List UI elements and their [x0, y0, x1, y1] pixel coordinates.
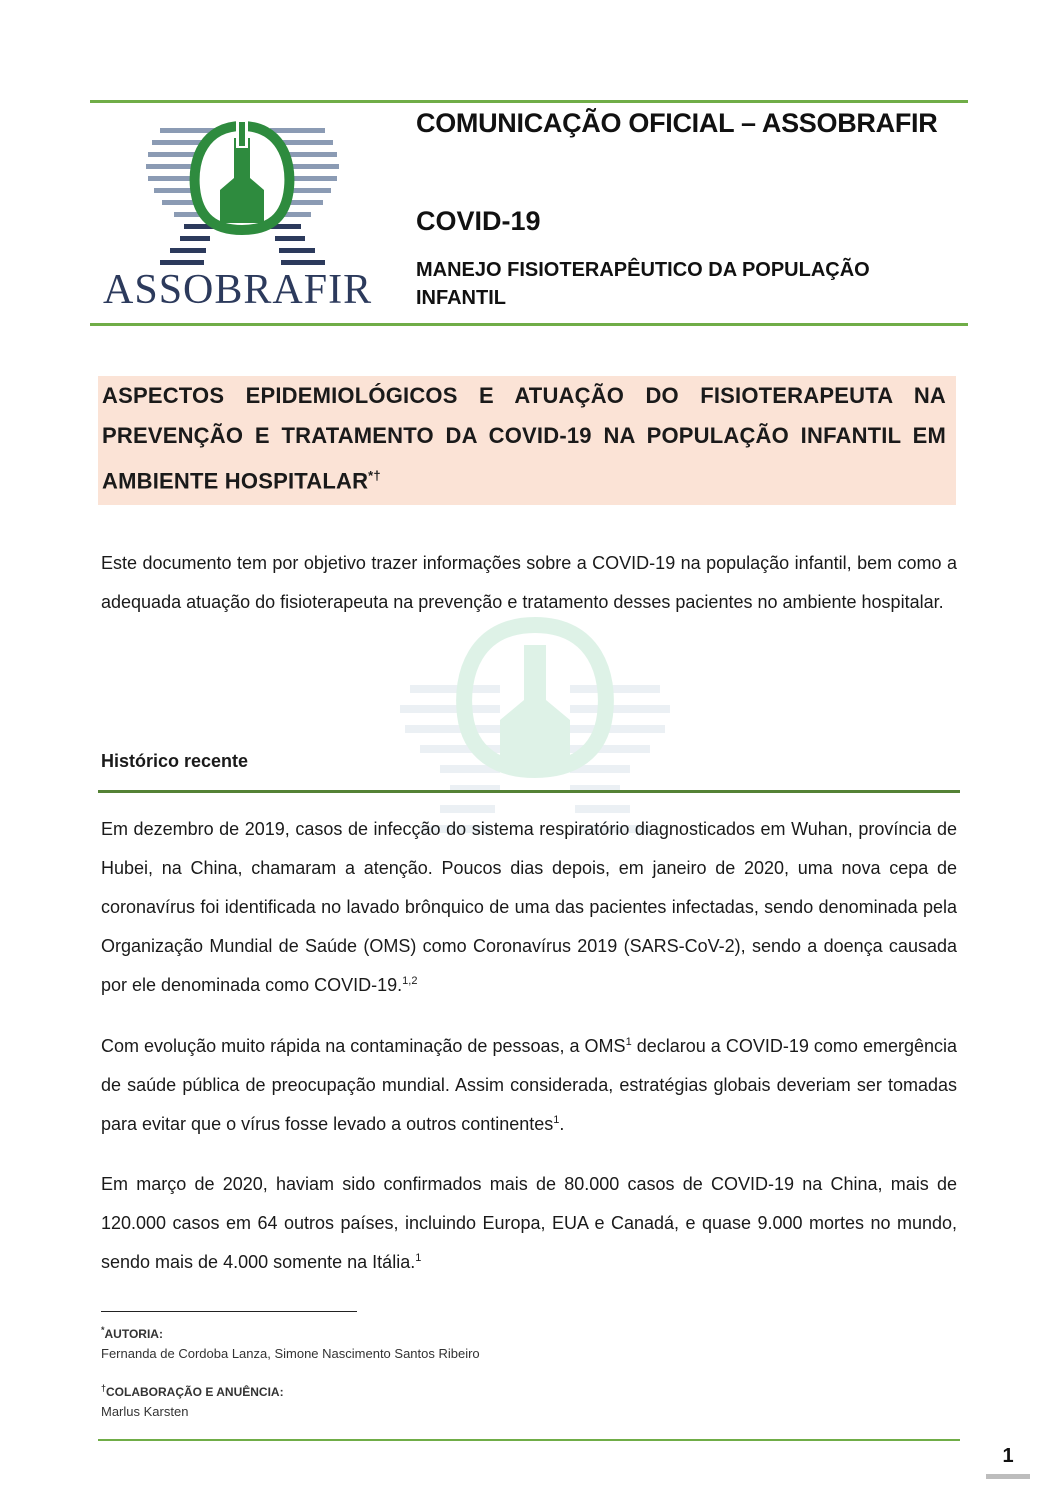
citation: 1: [553, 1114, 560, 1126]
paragraph-1-text: Em dezembro de 2019, casos de infecção do sistema respiratório diagnosticados em Wuhan, província de Hubei, na China, chamaram a atenção. Poucos dias depois, em janeiro de 2020, uma nova cepa de coronavírus foi identificada no lavado brônquico de uma das pacientes infectadas, sendo denominada pela Organização Mundial de Saúde (OMS) como Coronavírus 2019 (SARS-CoV-2), sendo a doença causada por ele denominada como COVID-19.: [101, 819, 957, 995]
footnote-authors-label: *AUTORIA:: [101, 1325, 163, 1341]
intro-paragraph: Este documento tem por objetivo trazer informações sobre a COVID-19 na população infantil, bem como a adequada atuação do fisioterapeuta na prevenção e tratamento desses pacientes no ambiente hospitalar.: [101, 553, 957, 612]
main-title-text: ASPECTOS EPIDEMIOLÓGICOS E ATUAÇÃO DO FISIOTERAPEUTA NA PREVENÇÃO E TRATAMENTO DA COVID-19 NA POPULAÇÃO INFANTIL EM AMBIENTE HOSPITALAR: [102, 383, 946, 494]
paragraph-2-text-c: .: [559, 1114, 565, 1134]
logo-wordmark: ASSOBRAFIR: [103, 267, 373, 313]
section-rule: [98, 790, 960, 793]
paragraph-2: [101, 1027, 957, 1144]
paragraph-3: [101, 1165, 957, 1282]
document-topic: COVID-19: [416, 206, 541, 236]
page-number: 1: [1002, 1445, 1014, 1467]
section-title: Histórico recente: [101, 751, 249, 771]
citation: 1: [415, 1252, 422, 1264]
document-subtitle: MANEJO FISIOTERAPÊUTICO DA POPULAÇÃO INFANTIL: [416, 259, 870, 309]
footnote-separator: [101, 1311, 357, 1312]
header-bottom-rule: [90, 323, 968, 326]
citation: 1: [625, 1036, 632, 1048]
main-title: [98, 376, 956, 505]
paragraph-3-text: Em março de 2020, haviam sido confirmados mais de 80.000 casos de COVID-19 na China, mais de 120.000 casos em 64 outros países, incluindo Europa, EUA e Canadá, e quase 9.000 mortes no mundo, sendo mais de 4.000 somente na Itália.: [101, 1174, 957, 1272]
footer-rule: [98, 1439, 960, 1441]
citation: 1,2: [402, 975, 418, 987]
page-number-bar: [986, 1474, 1030, 1479]
footnote-collab-label: †COLABORAÇÃO E ANUÊNCIA:: [101, 1383, 284, 1399]
footnote-authors: Fernanda de Cordoba Lanza, Simone Nascimento Santos Ribeiro: [101, 1346, 480, 1361]
paragraph-1: [101, 810, 957, 1005]
main-title-footnote-marks: *†: [368, 468, 381, 483]
document-title: COMUNICAÇÃO OFICIAL – ASSOBRAFIR: [416, 108, 938, 138]
footnote-collab: Marlus Karsten: [101, 1404, 189, 1419]
paragraph-2-text-b: declarou a COVID-19 como emergência de saúde pública de preocupação mundial. Assim considerada, estratégias globais deveriam ser tomadas para evitar que o vírus fosse levado a outros continentes: [101, 1036, 957, 1134]
paragraph-2-text-a: Com evolução muito rápida na contaminação de pessoas, a OMS: [101, 1036, 626, 1056]
lungs-logo-icon: [100, 118, 385, 278]
header-top-rule: [90, 100, 968, 103]
